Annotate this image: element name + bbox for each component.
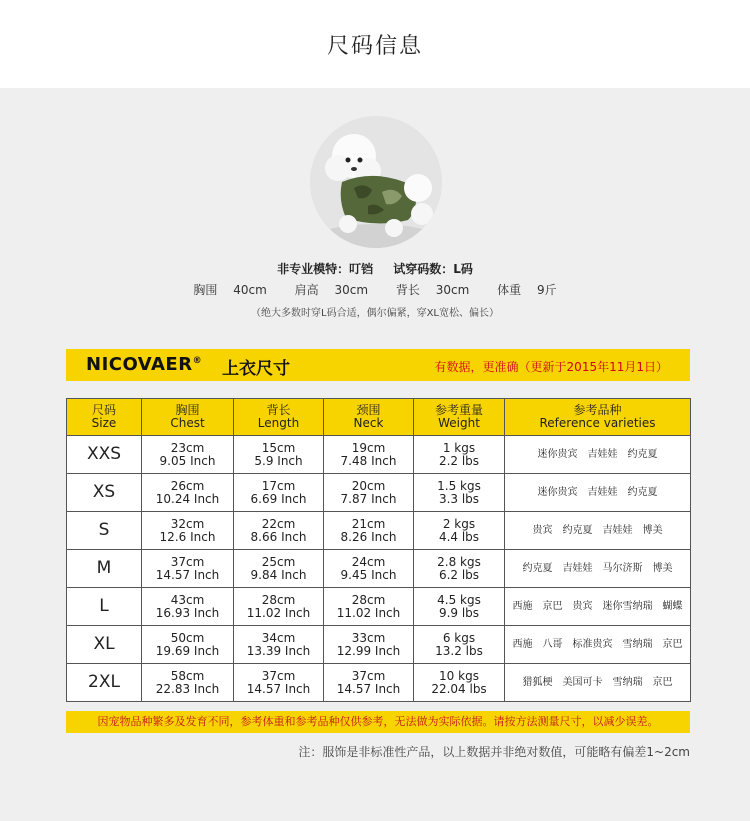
length-value: 34cm: [261, 630, 296, 645]
length-value: 17cm: [261, 478, 296, 493]
length-value-imperial: 13.39 Inch: [246, 643, 311, 658]
chest-cell: [142, 664, 234, 702]
breed-name: 京巴: [542, 601, 563, 612]
length-value-imperial: 14.57 Inch: [246, 681, 311, 696]
model-name: 非专业模特：叮铛: [277, 262, 374, 276]
length-value: 25cm: [261, 554, 296, 569]
weight-cell: [414, 664, 505, 702]
reference-cell: [505, 474, 691, 512]
chest-value: 58cm: [170, 668, 205, 683]
chest-cell: [142, 436, 234, 474]
breed-name: 贵宾: [572, 601, 593, 612]
model-dog-photo: [310, 116, 442, 248]
table-body: [67, 436, 691, 702]
breed-name: 京巴: [662, 639, 683, 650]
breed-name: 约克夏: [562, 525, 593, 536]
measurement-back-length: 背长 30cm: [395, 283, 470, 297]
neck-cell: [324, 626, 414, 664]
breed-name: 京巴: [652, 677, 673, 688]
length-cell: [234, 436, 324, 474]
weight-value-imperial: 9.9 lbs: [438, 605, 480, 620]
size-cell: L: [67, 588, 142, 626]
weight-value: 2.8 kgs: [437, 554, 481, 569]
weight-value: 2 kgs: [442, 516, 476, 531]
chest-cell: [142, 626, 234, 664]
weight-value-imperial: 6.2 lbs: [438, 567, 480, 582]
breed-name: 贵宾: [532, 525, 553, 536]
weight-cell: [414, 474, 505, 512]
weight-cell: [414, 550, 505, 588]
chest-value-imperial: 22.83 Inch: [155, 681, 220, 696]
weight-value: 10 kgs: [439, 668, 479, 683]
breed-name: 迷你雪纳瑞: [602, 601, 653, 612]
header-weight: 参考重量 Weight: [414, 399, 505, 436]
chest-value: 23cm: [170, 440, 205, 455]
dog-illustration: [310, 116, 442, 248]
length-value: 15cm: [261, 440, 296, 455]
length-value-imperial: 8.66 Inch: [250, 529, 307, 544]
weight-value-imperial: 4.4 lbs: [438, 529, 480, 544]
neck-value: 20cm: [351, 478, 386, 493]
length-cell: [234, 588, 324, 626]
breed-name: 八哥: [542, 639, 563, 650]
breed-name: 吉娃娃: [587, 487, 618, 498]
banner-update-note: 有数据，更准确（更新于2015年11月1日）: [434, 360, 668, 374]
chest-value-imperial: 14.57 Inch: [155, 567, 220, 582]
chest-cell: [142, 512, 234, 550]
breed-name: 约克夏: [627, 487, 658, 498]
size-table: [66, 398, 691, 702]
neck-value-imperial: 9.45 Inch: [340, 567, 397, 582]
table-row: [67, 626, 691, 664]
model-try-size: 试穿码数：L码: [393, 262, 473, 276]
table-row: [67, 436, 691, 474]
breed-name: 约克夏: [627, 449, 658, 460]
neck-value: 28cm: [351, 592, 386, 607]
size-cell: XS: [67, 474, 142, 512]
weight-cell: [414, 512, 505, 550]
breed-name: 西施: [512, 601, 533, 612]
banner-title: 上衣尺寸: [222, 359, 290, 379]
weight-value: 1 kgs: [442, 440, 476, 455]
reference-cell: [505, 512, 691, 550]
breed-name: 吉娃娃: [602, 525, 633, 536]
neck-value-imperial: 7.48 Inch: [340, 453, 397, 468]
length-value-imperial: 11.02 Inch: [246, 605, 311, 620]
neck-cell: [324, 550, 414, 588]
neck-value-imperial: 11.02 Inch: [336, 605, 401, 620]
chest-value: 50cm: [170, 630, 205, 645]
reference-cell: [505, 550, 691, 588]
table-row: [67, 474, 691, 512]
length-value: 22cm: [261, 516, 296, 531]
neck-value: 21cm: [351, 516, 386, 531]
size-chart-banner: [66, 349, 690, 381]
chest-value: 37cm: [170, 554, 205, 569]
breed-name: 博美: [652, 563, 673, 574]
chest-value: 32cm: [170, 516, 205, 531]
neck-cell: [324, 512, 414, 550]
chest-value-imperial: 10.24 Inch: [155, 491, 220, 506]
chest-value: 26cm: [170, 478, 205, 493]
chest-value-imperial: 12.6 Inch: [159, 529, 216, 544]
chest-value-imperial: 16.93 Inch: [155, 605, 220, 620]
breed-name: 蝴蝶: [662, 601, 683, 612]
size-cell: XL: [67, 626, 142, 664]
measurement-shoulder-height: 肩高 30cm: [294, 283, 369, 297]
chest-value: 43cm: [170, 592, 205, 607]
chest-cell: [142, 550, 234, 588]
neck-cell: [324, 436, 414, 474]
length-value: 37cm: [261, 668, 296, 683]
table-row: [67, 664, 691, 702]
header-chest: 胸围 Chest: [142, 399, 234, 436]
header-size: 尺码 Size: [67, 399, 142, 436]
length-cell: [234, 512, 324, 550]
weight-value: 1.5 kgs: [437, 478, 481, 493]
breed-name: 吉娃娃: [562, 563, 593, 574]
weight-value-imperial: 2.2 lbs: [438, 453, 480, 468]
breed-name: 美国可卡: [562, 677, 603, 688]
neck-cell: [324, 588, 414, 626]
size-cell: S: [67, 512, 142, 550]
breed-name: 迷你贵宾: [537, 449, 578, 460]
size-cell: XXS: [67, 436, 142, 474]
weight-value-imperial: 3.3 lbs: [438, 491, 480, 506]
length-cell: [234, 626, 324, 664]
disclaimer-bar: 因宠物品种繁多及发育不同，参考体重和参考品种仅供参考，无法做为实际依据。请按方法测量尺寸，以减少误差。: [66, 711, 690, 733]
breed-name: 标准贵宾: [572, 639, 613, 650]
neck-value: 37cm: [351, 668, 386, 683]
header-neck: 颈围 Neck: [324, 399, 414, 436]
neck-value-imperial: 14.57 Inch: [336, 681, 401, 696]
breed-name: 吉娃娃: [587, 449, 618, 460]
neck-value: 19cm: [351, 440, 386, 455]
breed-name: 博美: [642, 525, 663, 536]
reference-cell: [505, 664, 691, 702]
weight-cell: [414, 626, 505, 664]
neck-value: 24cm: [351, 554, 386, 569]
weight-value: 6 kgs: [442, 630, 476, 645]
chest-cell: [142, 588, 234, 626]
measurement-weight: 体重 9斤: [497, 283, 557, 297]
table-row: [67, 550, 691, 588]
breed-name: 西施: [512, 639, 533, 650]
chest-value-imperial: 19.69 Inch: [155, 643, 220, 658]
model-info: [0, 260, 750, 277]
page-header: [0, 0, 750, 88]
reference-cell: [505, 588, 691, 626]
model-measurements: [0, 281, 750, 298]
breed-name: 迷你贵宾: [537, 487, 578, 498]
weight-value: 4.5 kgs: [437, 592, 481, 607]
length-value-imperial: 5.9 Inch: [254, 453, 303, 468]
table-row: [67, 512, 691, 550]
reference-cell: [505, 626, 691, 664]
chest-cell: [142, 474, 234, 512]
weight-cell: [414, 436, 505, 474]
length-value: 28cm: [261, 592, 296, 607]
size-cell: M: [67, 550, 142, 588]
breed-name: 约克夏: [522, 563, 553, 574]
weight-value-imperial: 22.04 lbs: [431, 681, 487, 696]
reference-cell: [505, 436, 691, 474]
length-cell: [234, 664, 324, 702]
neck-value-imperial: 8.26 Inch: [340, 529, 397, 544]
breed-name: 马尔济斯: [602, 563, 643, 574]
length-cell: [234, 550, 324, 588]
length-value-imperial: 9.84 Inch: [250, 567, 307, 582]
header-length: 背长 Length: [234, 399, 324, 436]
size-cell: 2XL: [67, 664, 142, 702]
table-row: [67, 588, 691, 626]
weight-value-imperial: 13.2 lbs: [435, 643, 483, 658]
table-header-row: [67, 399, 691, 436]
neck-cell: [324, 474, 414, 512]
model-fit-note: （绝大多数时穿L码合适，偶尔偏紧，穿XL宽松、偏长）: [251, 308, 499, 319]
breed-name: 雪纳瑞: [612, 677, 643, 688]
neck-value: 33cm: [351, 630, 386, 645]
neck-cell: [324, 664, 414, 702]
chest-value-imperial: 9.05 Inch: [159, 453, 216, 468]
weight-cell: [414, 588, 505, 626]
breed-name: 雪纳瑞: [622, 639, 653, 650]
measurement-chest: 胸围 40cm: [193, 283, 267, 297]
neck-value-imperial: 7.87 Inch: [340, 491, 397, 506]
header-reference: 参考品种 Reference varieties: [505, 399, 691, 436]
footnote: 注：服饰是非标准性产品，以上数据并非绝对数值，可能略有偏差1~2cm: [298, 745, 690, 759]
breed-name: 猎狐梗: [522, 677, 553, 688]
page-title: 尺码信息: [326, 33, 423, 59]
brand-logo: NICOVAER®: [86, 354, 203, 375]
length-cell: [234, 474, 324, 512]
neck-value-imperial: 12.99 Inch: [336, 643, 401, 658]
length-value-imperial: 6.69 Inch: [250, 491, 307, 506]
